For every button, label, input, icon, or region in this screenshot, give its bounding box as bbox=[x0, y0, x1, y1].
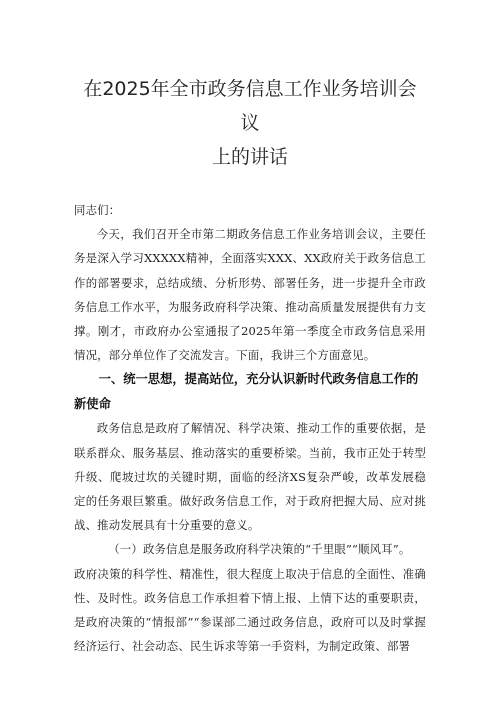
document-title bbox=[74, 0, 426, 174]
subsection-1-lead: （一）政务信息是服务政府科学决策的“千里眼”“顺风耳”。 bbox=[108, 542, 411, 557]
section-1-paragraph: 政务信息是政府了解情况、科学决策、推动工作的重要依据，是联系群众、服务基层、推动落实的重要桥梁。当前，我市正处于转型升级、爬坡过坎的关键时期，面临的经济XS复杂严峻，改革发展稳定的任务艰巨繁重。做好政务信息工作，对于政府把握大局、应对挑战、推动发展具有十分重要的意义。 bbox=[74, 421, 426, 533]
subsection-1-body: 政府决策的科学性、精准性，很大程度上取决于信息的全面性、准确性、及时性。政务信息工作承担着下情上报、上情下达的重要职责，是政府决策的“情报部”“参谋部二通过政务信息，政府可以及时掌握经济运行、社会动态、民生诉求等第一手资料，为制定政策、部署 bbox=[74, 566, 426, 654]
title-line-1: 在2025年全市政务信息工作业务培训会议 bbox=[83, 78, 417, 134]
title-line-2: 上的讲话 bbox=[211, 146, 288, 168]
section-heading-1: 一、统一思想，提高站位，充分认识新时代政务信息工作的新使命 bbox=[74, 372, 419, 411]
document-body bbox=[74, 198, 426, 658]
intro-paragraph: 今天，我们召开全市第二期政务信息工作业务培训会议，主要任务是深入学习XXXXX精神，全面落实XXX、XX政府关于政务信息工作的部署要求，总结成绩、分析形势、部署任务，进一步提升全市政务信息工作水平，为服务政府科学决策、推动高质量发展提供有力支撑。刚才，市政府办公室通报了2025年第一季度全市政务信息采用情况，部分单位作了交流发言。下面，我讲三个方面意见。 bbox=[74, 227, 426, 363]
greeting: 同志们： bbox=[74, 203, 121, 217]
